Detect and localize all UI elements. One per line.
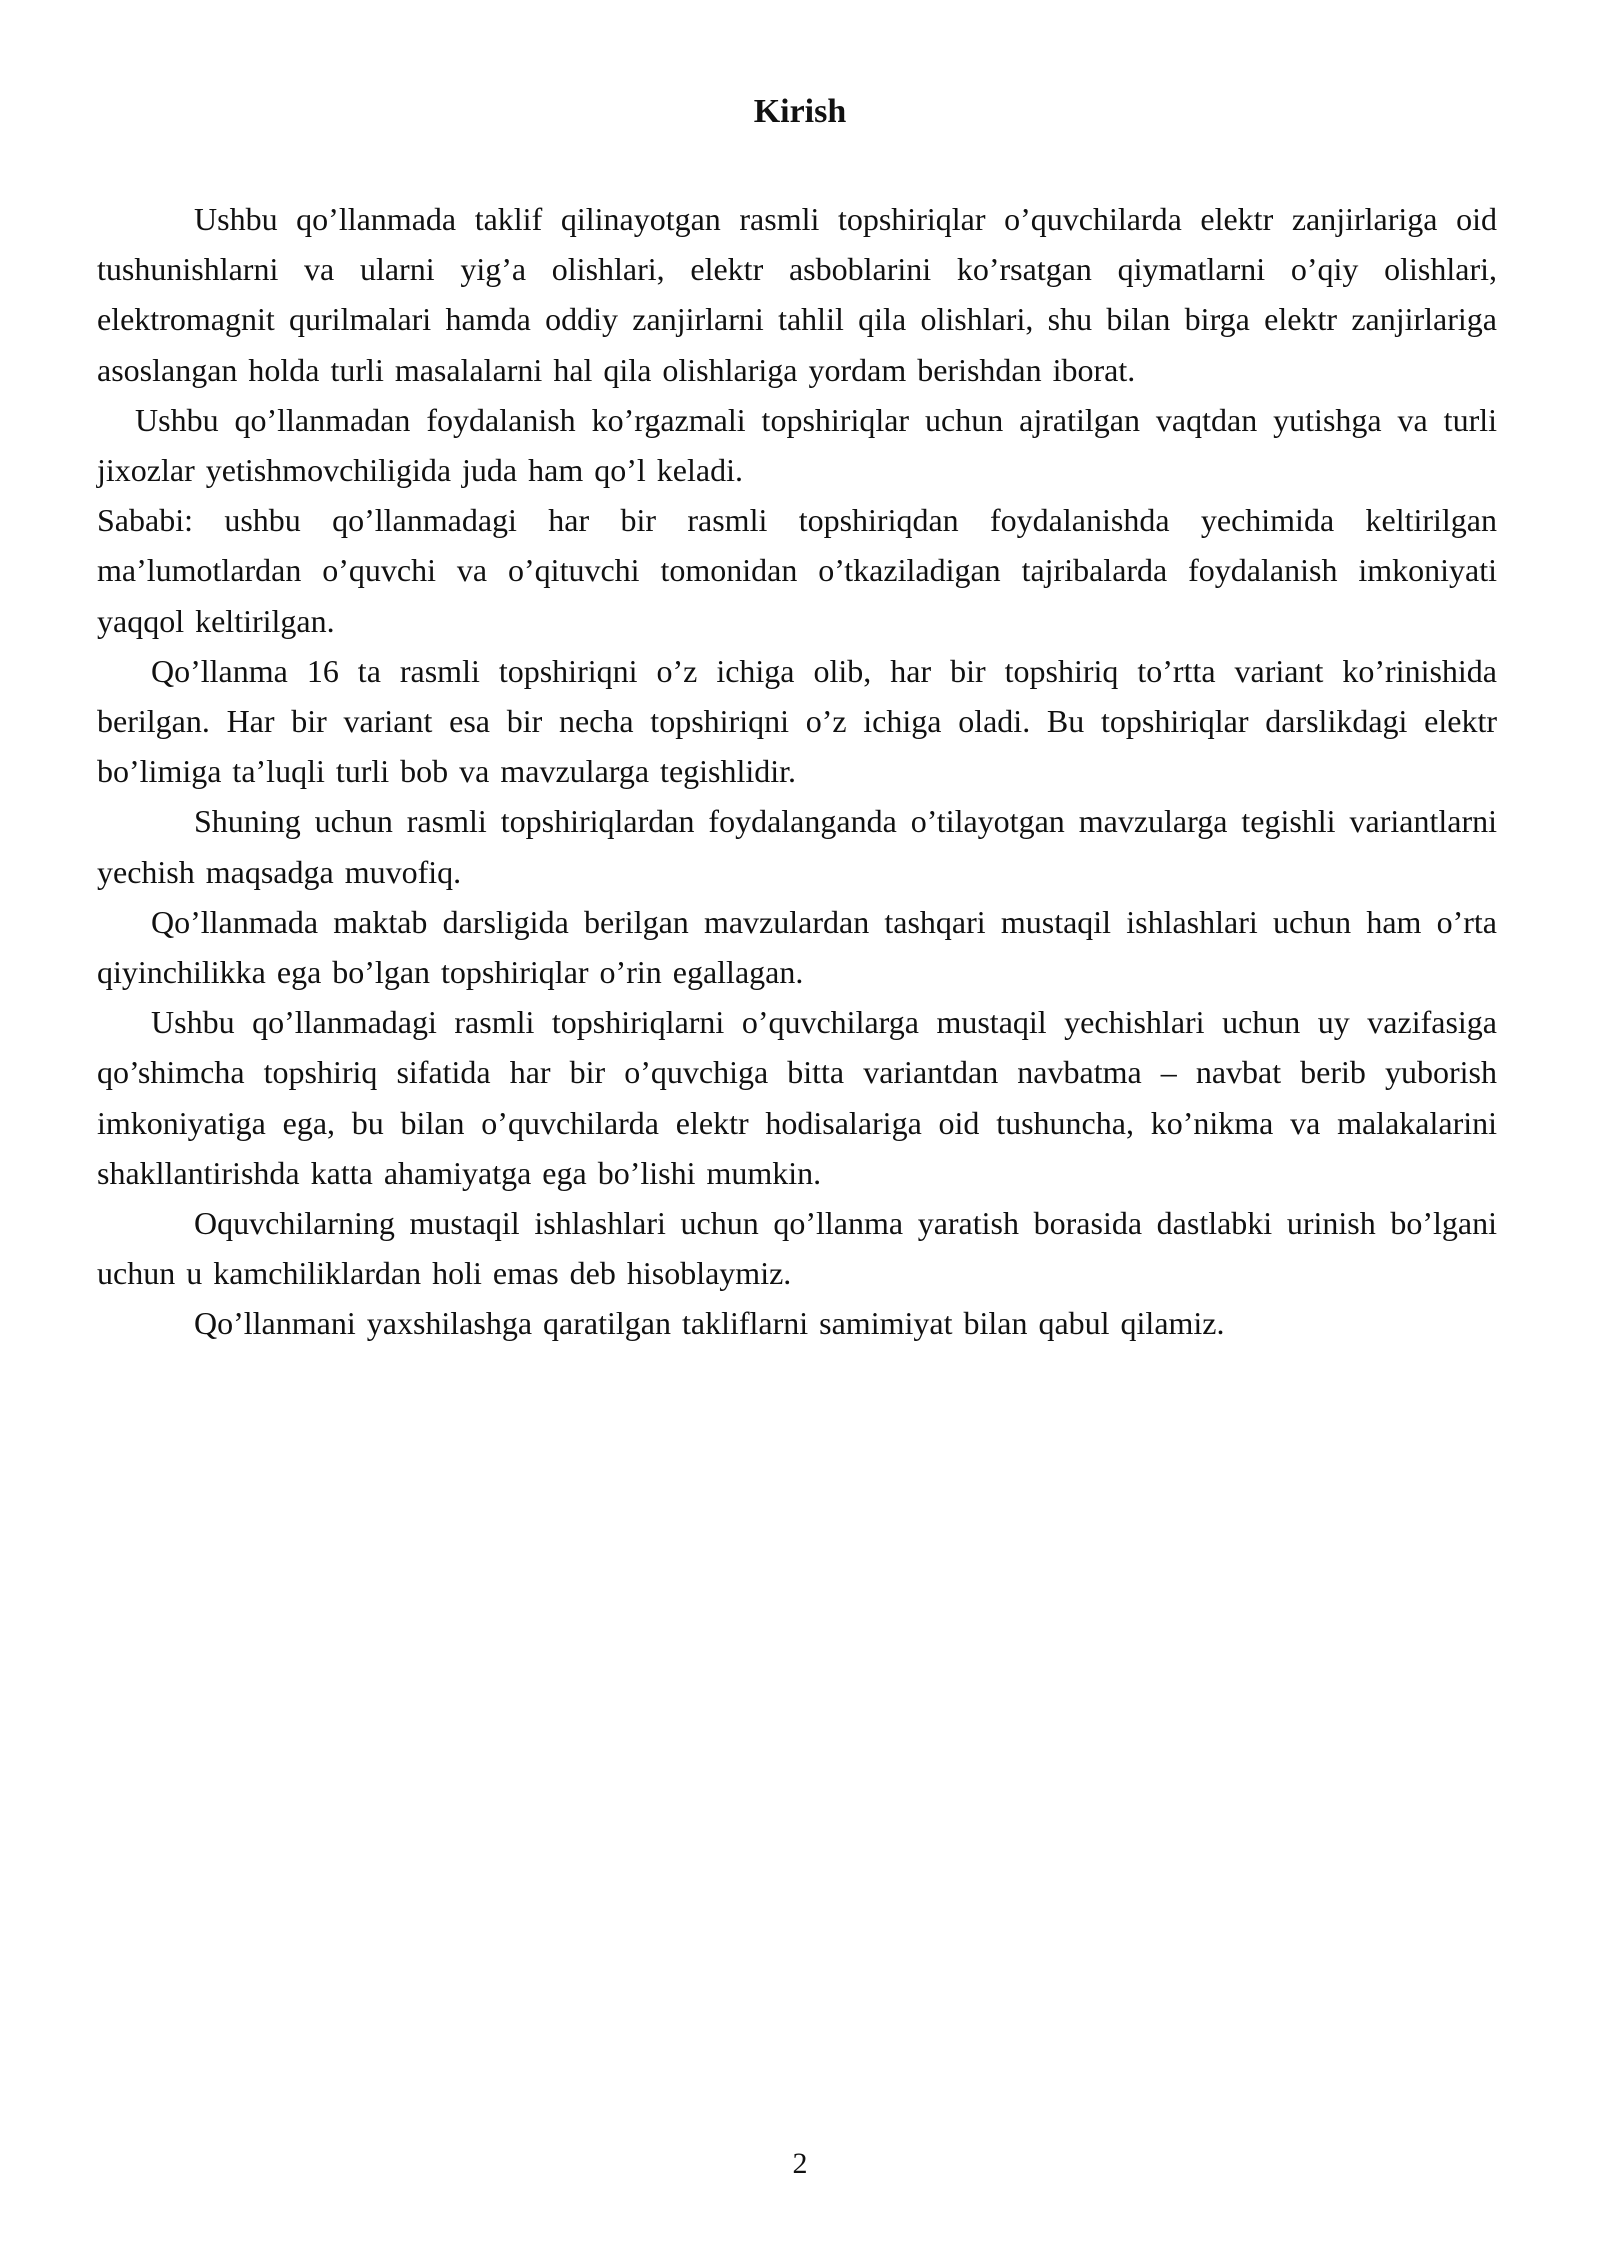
paragraph-7: Ushbu qo’llanmadagi rasmli topshiriqlarni o’quvchilarga mustaqil yechishlari uchun uy vazifasiga qo’shimcha topshiriq sifatida har bir o’quvchiga bitta variantdan navbatma – navbat berib yuborish imkoniyatiga ega, bu bilan o’quvchilarda elektr hodisalariga oid tushuncha, ko’nikma va malakalarini shakllantirishda katta ahamiyatga ega bo’lishi mumkin. (97, 1004, 1497, 1191)
page-number: 2 (792, 2147, 808, 2180)
paragraph-8: Oquvchilarning mustaqil ishlashlari uchun qo’llanma yaratish borasida dastlabki urinish bo’lgani uchun u kamchiliklardan holi emas deb hisoblaymiz. (97, 1205, 1497, 1292)
paragraph-5: Shuning uchun rasmli topshiriqlardan foydalanganda o’tilayotgan mavzularga tegishli variantlarni yechish maqsadga muvofiq. (97, 803, 1497, 890)
paragraph-6: Qo’llanmada maktab darsligida berilgan mavzulardan tashqari mustaqil ishlashlari uchun ham o’rta qiyinchilikka ega bo’lgan topshiriqlar o’rin egallagan. (97, 903, 1497, 991)
paragraph-9: Qo’llanmani yaxshilashga qaratilgan takliflarni samimiyat bilan qabul qilamiz. (194, 1305, 1225, 1342)
paragraph-1: Ushbu qo’llanmada taklif qilinayotgan rasmli topshiriqlar o’quvchilarda elektr zanjirlariga oid tushunishlarni va ularni yig’a olishlari, elektr asboblarini ko’rsatgan qiymatlarni o’qiy olishlari, elektromagnit qurilmalari hamda oddiy zanjirlarni tahlil qila olishlari, shu bilan birga elektr zanjirlariga asoslangan holda turli masalalarni hal qila olishlariga yordam berishdan iborat. (97, 201, 1497, 388)
paragraph-3: Sababi: ushbu qo’llanmadagi har bir rasmli topshiriqdan foydalanishda yechimida keltirilgan ma’lumotlardan o’quvchi va o’qituvchi tomonidan o’tkaziladigan tajribalarda foydalanish imkoniyati yaqqol keltirilgan. (97, 502, 1497, 639)
page-title: Kirish (753, 93, 847, 130)
paragraph-4: Qo’llanma 16 ta rasmli topshiriqni o’z ichiga olib, har bir topshiriq to’rtta variant ko’rinishida berilgan. Har bir variant esa bir necha topshiriqni o’z ichiga oladi. Bu topshiriqlar darslikdagi elektr bo’limiga ta’luqli turli bob va mavzularga tegishlidir. (97, 652, 1497, 790)
paragraph-2: Ushbu qo’llanmadan foydalanish ko’rgazmali topshiriqlar uchun ajratilgan vaqtdan yutishga va turli jixozlar yetishmovchiligida juda ham qo’l keladi. (97, 401, 1497, 489)
body-text (97, 194, 1497, 1349)
